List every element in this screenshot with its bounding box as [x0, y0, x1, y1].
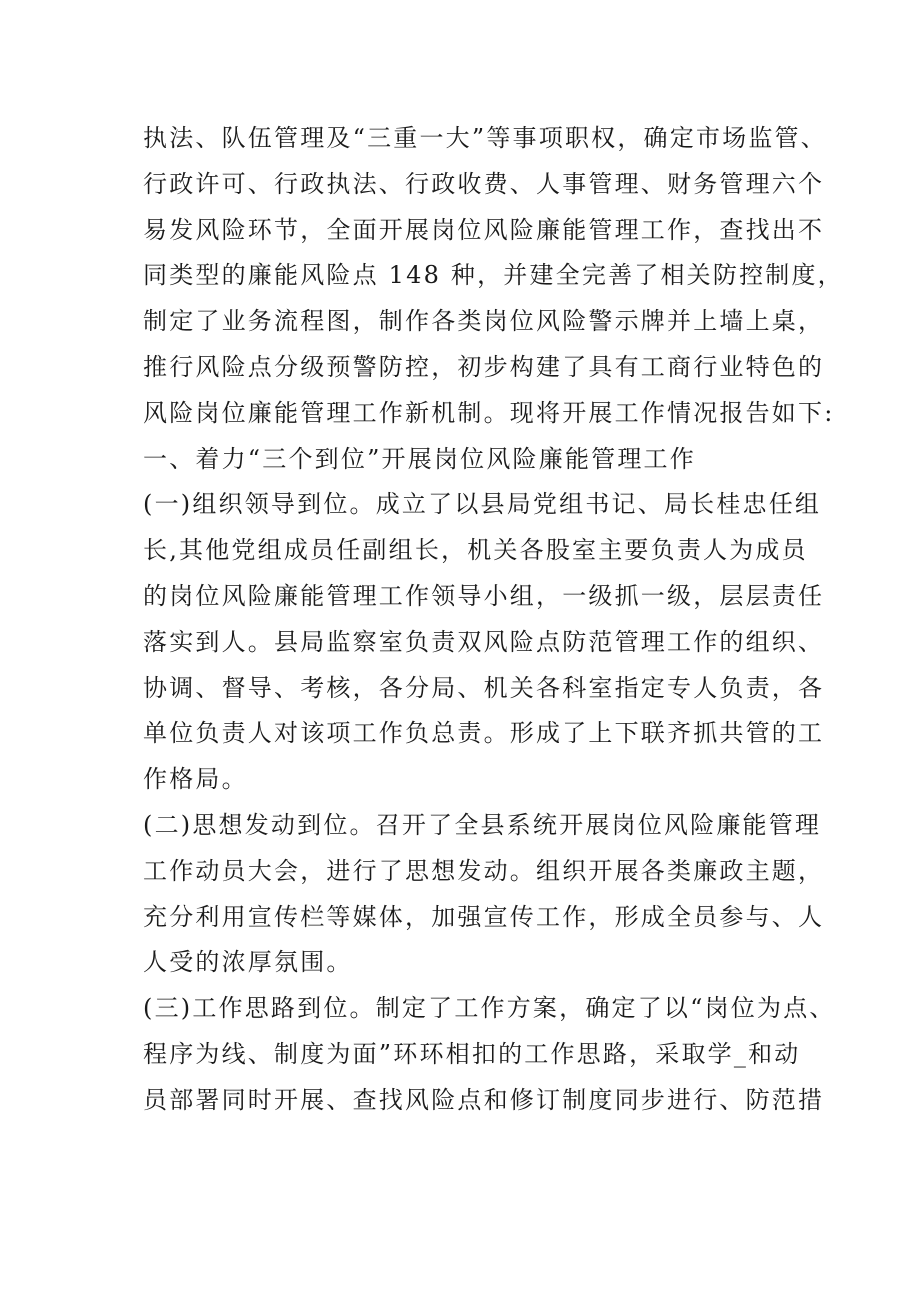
text-line: 风险岗位廉能管理工作新机制。现将开展工作情况报告如下:: [143, 398, 835, 427]
text-line: (三)工作思路到位。制定了工作方案，确定了以“岗位为点、: [143, 994, 836, 1023]
text-line: 单位负责人对该项工作负总责。形成了上下联齐抓共管的工: [143, 719, 825, 748]
text-line: 制定了业务流程图，制作各类岗位风险警示牌并上墙上桌，: [143, 307, 825, 336]
document-body: [143, 116, 844, 1124]
text-line: 的岗位风险廉能管理工作领导小组，一级抓一级，层层责任: [143, 581, 825, 610]
section-heading: 一、着力“三个到位”开展岗位风险廉能管理工作: [143, 444, 696, 473]
text-line: 员部署同时开展、查找风险点和修订制度同步进行、防范措: [143, 1085, 825, 1114]
text-line: 人受的浓厚氛围。: [143, 948, 353, 977]
text-line: 程序为线、制度为面”环环相扣的工作思路，采取学_和动: [143, 1039, 801, 1068]
text-line: 工作动员大会，进行了思想发动。组织开展各类廉政主题，: [143, 856, 825, 885]
text-line: 同类型的廉能风险点 148 种，并建全完善了相关防控制度，: [143, 261, 844, 290]
text-line: 易发风险环节，全面开展岗位风险廉能管理工作，查找出不: [143, 215, 825, 244]
text-line: 推行风险点分级预警防控，初步构建了具有工商行业特色的: [143, 352, 825, 381]
text-line: 充分利用宣传栏等媒体，加强宣传工作，形成全员参与、人: [143, 902, 825, 931]
text-line: 长,其他党组成员任副组长，机关各股室主要负责人为成员: [143, 536, 808, 565]
text-line: 行政许可、行政执法、行政收费、人事管理、财务管理六个: [143, 169, 825, 198]
text-line: 作格局。: [143, 765, 248, 794]
text-line: (一)组织领导到位。成立了以县局党组书记、局长桂忠任组: [143, 490, 822, 519]
text-line: (二)思想发动到位。召开了全县系统开展岗位风险廉能管理: [143, 810, 822, 839]
text-line: 落实到人。县局监察室负责双风险点防范管理工作的组织、: [143, 627, 825, 656]
text-line: 协调、督导、考核，各分局、机关各科室指定专人负责，各: [143, 673, 825, 702]
text-line: 执法、队伍管理及“三重一大”等事项职权，确定市场监管、: [143, 124, 827, 152]
